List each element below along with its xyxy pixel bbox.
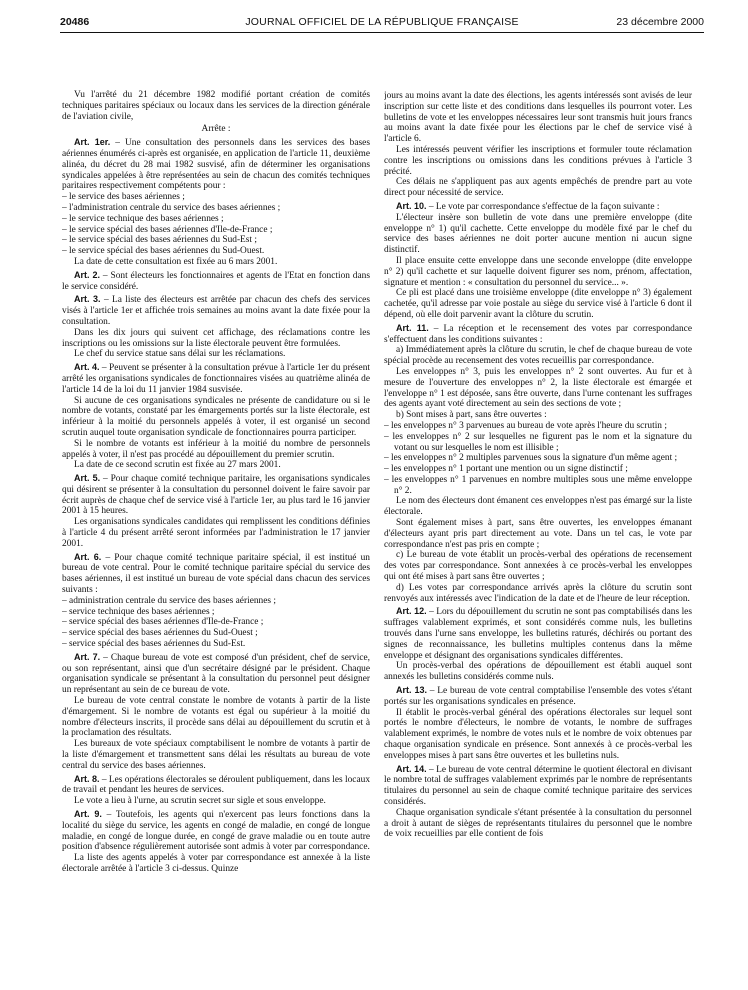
paragraph: La liste des agents appelés à voter par correspondance est annexée à la liste électorale arrêtée à l'article 3 ci-dessus. Quinze — [62, 853, 370, 874]
article-6-list — [62, 596, 370, 650]
list-item: – le service spécial des bases aériennes du Sud-Est ; — [62, 235, 257, 246]
paragraph: Le vote a lieu à l'urne, au scrutin secret sur sigle et sous enveloppe. — [74, 796, 326, 807]
paragraph: La date de ce second scrutin est fixée au 27 mars 2001. — [74, 460, 281, 471]
paragraph: a) Immédiatement après la clôture du scrutin, le chef de chaque bureau de vote spécial procède au recensement des votes recueillis par correspondance. — [384, 345, 692, 367]
article-9: Art. 9. – Toutefois, les agents qui n'exercent pas leurs fonctions dans la localité du siège du service, les agents en congé de maladie, en congé de longue maladie, en congé de longue durée, en congé de grave maladie ou en toute autre position d'absence régulièrement autorisée sont admis à voter par correspondance. — [62, 809, 370, 853]
paragraph: b) Sont mises à part, sans être ouvertes : — [396, 410, 547, 421]
article-label: Art. 10. — [396, 200, 427, 211]
paragraph: Un procès-verbal des opérations de dépouillement est établi auquel sont annexés les bulletins considérés comme nuls. — [384, 661, 692, 683]
article-12: Art. 12. – Lors du dépouillement du scrutin ne sont pas comptabilisés dans les suffrages valablement exprimés, et sont considérés comme nuls, les bulletins trouvés dans l'urne sans enveloppe, les bulletins raturés, déchirés ou portant des signes de reconnaissance, les bulletins multiples contenus dans la même enveloppe et désignant des organisations syndicales différentes. — [384, 606, 692, 661]
paragraph: jours au moins avant la date des élections, les agents intéressés sont avisés de leur inscription sur cette liste et des conditions dans lesquelles ils pourront voter. Les bulletins de vote et les enveloppes nécessaires leur sont transmis huit jours francs au moins avant la date fixée pour les élections par le chef de service visé à l'article 6. — [384, 91, 692, 145]
paragraph: Vu l'arrêté du 21 décembre 1982 modifié portant création de comités techniques paritaires spéciaux ou locaux dans les services de la direction générale de l'aviation civile, — [62, 90, 370, 122]
paragraph: Si le nombre de votants est inférieur à la moitié du nombre de personnels appelés à voter, il n'est pas procédé au dépouillement du premier scrutin. — [62, 438, 370, 460]
article-label: Art. 5. — [74, 473, 101, 484]
paragraph: Ce pli est placé dans une troisième enveloppe (dite enveloppe n° 3) également cachetée, qu'il adresse par voie postale au siège du service visé à l'article 6 dont il dépend, où elle doit parvenir avant la clôture du scrutin. — [384, 288, 692, 320]
article-label: Art. 13. — [396, 685, 427, 696]
list-item: – le service spécial des bases aériennes du Sud-Ouest. — [62, 246, 265, 257]
article-label: Art. 3. — [74, 294, 101, 305]
paragraph: Dans les dix jours qui suivent cet affichage, des réclamations contre les inscriptions ou les omissions sur la liste électorale peuvent être formulées. — [62, 327, 370, 349]
header-rule — [60, 32, 704, 33]
list-item: – le service spécial des bases aériennes d'Ile-de-France ; — [62, 224, 273, 235]
paragraph: d) Les votes par correspondance arrivés après la clôture du scrutin sont renvoyés aux intéressés avec l'indication de la date et de l'heure de leur réception. — [384, 582, 692, 604]
article-3: Art. 3. – La liste des électeurs est arrêtée par chacun des chefs des services visés à l'article 1er et affichée trois semaines au moins avant la date fixée pour la consultation. — [62, 294, 370, 327]
article-8: Art. 8. – Les opérations électorales se déroulent publiquement, dans les locaux de travail et pendant les heures de services. — [62, 773, 370, 796]
article-label: Art. 8. — [74, 773, 100, 784]
article-14: Art. 14. – Le bureau de vote central détermine le quotient électoral en divisant le nombre total de suffrages valablement exprimés par le nombre de représentants titulaires du personnel au sein de chaque comité technique paritaire des services considérés. — [384, 763, 692, 807]
article-11: Art. 11. – La réception et le recensement des votes par correspondance s'effectuent dans les conditions suivantes : — [384, 322, 692, 345]
list-item: – le service des bases aériennes ; — [62, 192, 185, 203]
article-label: Art. 12. — [396, 606, 427, 617]
list-item: – les enveloppes n° 1 parvenues en nombre multiples sous une même enveloppe n° 2. — [384, 474, 692, 496]
paragraph: Le nom des électeurs dont émanent ces enveloppes n'est pas émargé sur la liste électorale. — [384, 496, 692, 518]
list-item: – service spécial des bases aériennes du Sud-Est. — [62, 639, 246, 650]
page-header — [60, 14, 704, 30]
list-item: – les enveloppes n° 2 multiples parvenues sous la signature d'un même agent ; — [384, 453, 678, 464]
article-10: Art. 10. – Le vote par correspondance s'effectue de la façon suivante : — [396, 200, 660, 212]
right-column — [384, 91, 692, 987]
journal-title: JOURNAL OFFICIEL DE LA RÉPUBLIQUE FRANÇAISE — [245, 16, 519, 28]
list-item: – l'administration centrale du service des bases aériennes ; — [62, 202, 281, 213]
article-1-list — [62, 192, 370, 257]
issue-date: 23 décembre 2000 — [616, 16, 704, 28]
paragraph: Il place ensuite cette enveloppe dans une seconde enveloppe (dite enveloppe n° 2) qu'il cachette et sur laquelle doivent figurer ses nom, prénom, affectation, signature et mention : « consultation du personnel du service... ». — [384, 255, 692, 288]
article-label: Art. 14. — [396, 763, 427, 774]
paragraph: Le chef du service statue sans délai sur les réclamations. — [74, 349, 286, 360]
list-item: – les enveloppes n° 3 parvenues au bureau de vote après l'heure du scrutin ; — [384, 420, 667, 431]
list-item: – service technique des bases aériennes ; — [62, 606, 215, 617]
list-item: – service spécial des bases aériennes d'Ile-de-France ; — [62, 617, 264, 628]
paragraph: Chaque organisation syndicale s'étant présentée à la consultation du personnel a droit à autant de sièges de représentants titulaires du personnel que le nombre de voix recueillies par elle contient de fois — [384, 807, 692, 840]
article-label: Art. 2. — [74, 269, 101, 280]
decree-heading: Arrête : — [201, 124, 231, 135]
list-item: – service spécial des bases aériennes du Sud-Ouest ; — [62, 628, 258, 639]
paragraph: L'électeur insère son bulletin de vote dans une première enveloppe (dite enveloppe n° 1) qu'il cachette. Cette enveloppe du modèle fixé par le chef du service des bases aériennes ne doit porter aucune mention ni aucun signe distinctif. — [384, 212, 692, 256]
article-4: Art. 4. – Peuvent se présenter à la consultation prévue à l'article 1er du présent arrêté les organisations syndicales de fonctionnaires visées au quatrième alinéa de l'article 14 de la loi du 11 janvier 1984 susvisée. — [62, 362, 370, 395]
article-13: Art. 13. – Le bureau de vote central comptabilise l'ensemble des votes s'étant portés sur les organisations syndicales en présence. — [384, 685, 692, 707]
paragraph: Si aucune de ces organisations syndicales ne présente de candidature ou si le nombre de votants, constaté par les émargements portés sur la liste électorale, est inférieur à la moitié du personnels appelés à voter, il est organisé un second scrutin auquel toute organisation syndicale de fonctionnaires pourra participer. — [62, 395, 370, 438]
article-5: Art. 5. – Pour chaque comité technique paritaire, les organisations syndicales qui désirent se présenter à la consultation du personnel doivent le faire savoir par écrit auprès de chaque chef de service visé à l'article 1er, au plus tard le 16 janvier 2001 à 15 heures. — [62, 473, 370, 517]
article-7: Art. 7. – Chaque bureau de vote est composé d'un président, chef de service, ou son représentant, ainsi que d'un secrétaire désigné par le président. Chaque organisation syndicale se présentant à la consultation du personnel peut désigner un représentant au sein de ce bureau de vote. — [62, 651, 370, 696]
paragraph: Sont également mises à part, sans être ouvertes, les enveloppes émanant d'électeurs ayant pris part directement au vote. Dans un tel cas, le vote par correspondance n'est pas pris en compte ; — [384, 518, 692, 550]
paragraph: Le bureau de vote central constate le nombre de votants à partir de la liste d'émargement. Si le nombre de votants est égal ou supérieur à la moitié du nombre d'électeurs inscrits, il procède sans délai au dépouillement du scrutin et à la proclamation des résultats. — [62, 696, 370, 739]
paragraph: Il établit le procès-verbal général des opérations électorales sur lequel sont portés le nombre d'électeurs, le nombre de votants, le nombre de suffrages valablement exprimés, le nombre de votes nuls et le nombre de voix obtenues par chaque organisation syndicale en présence. Sont annexés à ce procès-verbal les enveloppes mises à part sans être ouvertes et les bulletins nuls. — [384, 707, 692, 761]
paragraph: La date de cette consultation est fixée au 6 mars 2001. — [74, 256, 278, 267]
paragraph: Les bureaux de vote spéciaux comptabilisent le nombre de votants à partir de la liste d'émargement et transmettent sans délai les résultats au bureau de vote central du service des bases aériennes. — [62, 739, 370, 771]
article-6: Art. 6. – Pour chaque comité technique paritaire spécial, il est institué un bureau de vote central. Pour le comité technique paritaire spécial du service des bases aériennes, il est institué un bureau de vote spécial dans chacun des services suivants : — [62, 551, 370, 596]
paragraph: Les intéressés peuvent vérifier les inscriptions et formuler toute réclamation contre les inscriptions ou omissions dans les conditions prévues à l'article 3 précité. — [384, 144, 692, 177]
list-item: – le service technique des bases aériennes ; — [62, 213, 224, 224]
article-label: Art. 4. — [74, 362, 100, 373]
left-column — [62, 90, 370, 986]
paragraph: Ces délais ne s'appliquent pas aux agents empêchés de prendre part au vote direct pour nécessité de service. — [384, 177, 692, 199]
list-item: – les enveloppes n° 2 sur lesquelles ne figurent pas le nom et la signature du votant ou sur lesquelles le nom est illisible ; — [384, 431, 692, 453]
article-label: Art. 7. — [74, 651, 101, 662]
article-label: Art. 6. — [74, 551, 102, 562]
list-item: – administration centrale du service des bases aériennes ; — [62, 595, 276, 606]
article-11-list — [384, 421, 692, 497]
paragraph: Les organisations syndicales candidates qui remplissent les conditions définies à l'article 4 du présent arrêté seront informées par l'administration le 17 janvier 2001. — [62, 517, 370, 549]
list-item: – les enveloppes n° 1 portant une mention ou un signe distinctif ; — [384, 464, 628, 475]
article-label: Art. 11. — [396, 322, 429, 333]
page-number: 20486 — [60, 16, 90, 28]
article-2: Art. 2. – Sont électeurs les fonctionnaires et agents de l'Etat en fonction dans le service considéré. — [62, 269, 370, 292]
paragraph: Les enveloppes n° 3, puis les enveloppes n° 2 sont ouvertes. Au fur et à mesure de l'ouverture des enveloppes n° 2, la liste électorale est émargée et l'enveloppe n° 1 est déposée, sans être ouverte, dans l'urne contenant les suffrages des agents ayant voté directement au sein des sections de vote ; — [384, 366, 692, 410]
paragraph: c) Le bureau de vote établit un procès-verbal des opérations de recensement des votes par correspondance. Sont annexées à ce procès-verbal les enveloppes qui ont été mises à part sans être ouvertes ; — [384, 550, 692, 583]
article-label: Art. 1er. — [74, 137, 111, 148]
article-label: Art. 9. — [74, 809, 102, 819]
article-1: Art. 1er. – Une consultation des personnels dans les services des bases aériennes énumérés ci-après est organisée, en application de l'article 11, deuxième alinéa, du décret du 28 mai 1982 susvisé, afin de déterminer les organisations syndicales appelées à être représentées au sein de chacun des comités techniques paritaires respectivement compétents pour : — [62, 137, 370, 192]
